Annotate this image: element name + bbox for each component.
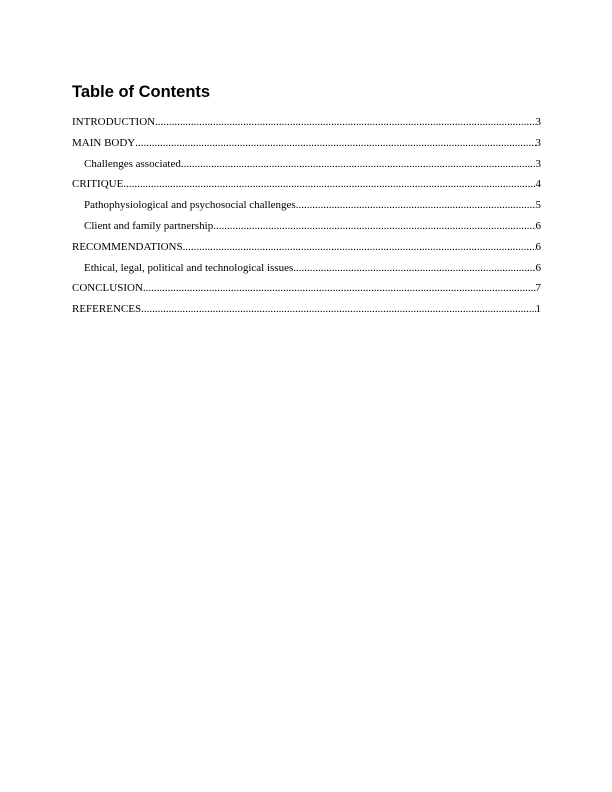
toc-entry-label: RECOMMENDATIONS xyxy=(72,240,183,253)
toc-entry-conclusion[interactable] xyxy=(72,282,541,303)
dot-leader xyxy=(213,220,535,232)
toc-entry-label: CRITIQUE xyxy=(72,178,124,191)
toc-entry-page-number: 6 xyxy=(535,261,541,274)
dot-leader xyxy=(143,282,536,294)
toc-entry-label: MAIN BODY xyxy=(72,136,136,149)
dot-leader xyxy=(141,303,535,315)
toc-entry-page-number: 6 xyxy=(535,240,541,253)
toc-entry-label: REFERENCES xyxy=(72,303,142,316)
dot-leader xyxy=(293,262,535,274)
toc-entry-label: Ethical, legal, political and technological issues xyxy=(84,261,294,274)
dot-leader xyxy=(181,158,536,170)
toc-entry-references[interactable] xyxy=(72,303,541,324)
dot-leader xyxy=(296,199,536,211)
dot-leader xyxy=(123,178,535,190)
toc-entry-main-body[interactable] xyxy=(72,137,541,158)
dot-leader xyxy=(183,241,536,253)
toc-entry-label: Challenges associated xyxy=(84,157,181,170)
toc-entry-page-number: 7 xyxy=(535,282,541,295)
dot-leader xyxy=(155,116,535,128)
toc-entry-page-number: 5 xyxy=(535,199,541,212)
toc-entry-critique[interactable] xyxy=(72,178,541,199)
toc-entry-challenges-associated[interactable] xyxy=(72,158,541,179)
toc-entry-recommendations[interactable] xyxy=(72,241,541,262)
toc-entry-page-number: 3 xyxy=(535,157,541,170)
toc-entry-label: CONCLUSION xyxy=(72,282,143,295)
toc-entry-page-number: 3 xyxy=(535,136,541,149)
toc-entry-ethical-legal-issues[interactable] xyxy=(72,262,541,283)
dot-leader xyxy=(135,137,535,149)
toc-entry-page-number: 3 xyxy=(535,116,541,128)
toc-entry-page-number: 1 xyxy=(535,303,541,316)
toc-title: Table of Contents xyxy=(72,83,211,101)
toc-entry-label: Client and family partnership xyxy=(84,219,214,232)
toc-entry-page-number: 4 xyxy=(535,178,541,191)
toc-entry-introduction[interactable] xyxy=(72,116,541,137)
toc-entry-label: INTRODUCTION xyxy=(72,116,156,128)
toc-entry-label: Pathophysiological and psychosocial challenges xyxy=(84,199,296,212)
toc-entry-page-number: 6 xyxy=(535,219,541,232)
table-of-contents xyxy=(72,116,541,324)
toc-entry-client-family-partnership[interactable] xyxy=(72,220,541,241)
toc-entry-pathophysiological-challenges[interactable] xyxy=(72,199,541,220)
